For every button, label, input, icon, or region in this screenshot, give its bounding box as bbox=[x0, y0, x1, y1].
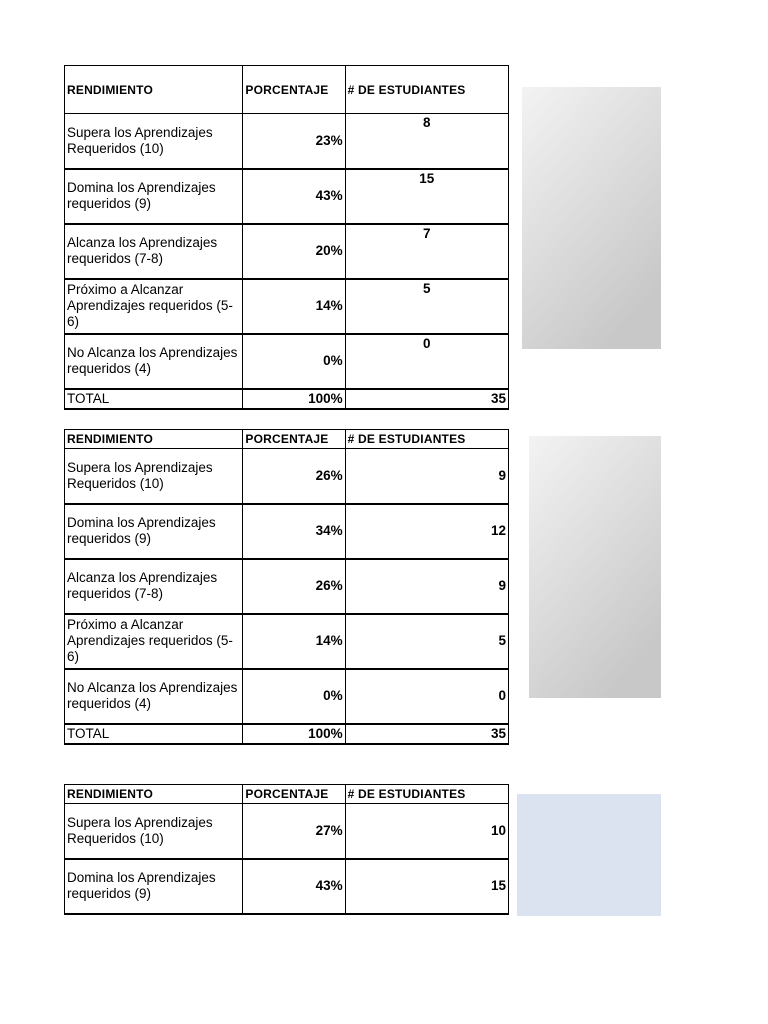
row-count: 0 bbox=[345, 669, 508, 724]
row-percent: 26% bbox=[243, 559, 345, 614]
performance-table-3 bbox=[64, 784, 509, 915]
row-percent: 27% bbox=[243, 804, 345, 859]
chart-background bbox=[529, 436, 661, 698]
row-label: No Alcanza los Aprendizajes requeridos (4) bbox=[65, 334, 243, 389]
row-label: Supera los Aprendizajes Requeridos (10) bbox=[65, 804, 243, 859]
row-count: 10 bbox=[345, 804, 508, 859]
row-count: 9 bbox=[345, 559, 508, 614]
header-estudiantes: # DE ESTUDIANTES bbox=[345, 785, 508, 804]
row-percent: 23% bbox=[243, 114, 345, 169]
row-label: Supera los Aprendizajes Requeridos (10) bbox=[65, 114, 243, 169]
header-porcentaje: PORCENTAJE bbox=[243, 785, 345, 804]
row-percent: 0% bbox=[243, 334, 345, 389]
row-count: 5 bbox=[345, 614, 508, 669]
chart-background bbox=[522, 87, 661, 349]
total-label: TOTAL bbox=[65, 724, 243, 744]
performance-table-1 bbox=[64, 65, 509, 410]
row-label: Domina los Aprendizajes requeridos (9) bbox=[65, 504, 243, 559]
row-count: 9 bbox=[345, 449, 508, 504]
header-porcentaje: PORCENTAJE bbox=[243, 66, 345, 114]
row-count: 7 bbox=[345, 224, 508, 279]
row-count: 12 bbox=[345, 504, 508, 559]
row-count: 8 bbox=[345, 114, 508, 169]
row-label: Alcanza los Aprendizajes requeridos (7-8) bbox=[65, 224, 243, 279]
header-rendimiento: RENDIMIENTO bbox=[65, 430, 243, 449]
row-count: 0 bbox=[345, 334, 508, 389]
total-percent: 100% bbox=[243, 724, 345, 744]
row-label: Próximo a Alcanzar Aprendizajes requeridos (5-6) bbox=[65, 614, 243, 669]
row-label: No Alcanza los Aprendizajes requeridos (4) bbox=[65, 669, 243, 724]
pie-chart-1 bbox=[522, 87, 661, 349]
row-percent: 34% bbox=[243, 504, 345, 559]
pie-chart-2-svg bbox=[529, 436, 661, 698]
row-label: Alcanza los Aprendizajes requeridos (7-8) bbox=[65, 559, 243, 614]
total-count: 35 bbox=[345, 389, 508, 409]
pie-chart-3-svg bbox=[517, 794, 661, 916]
row-percent: 43% bbox=[243, 859, 345, 914]
row-percent: 14% bbox=[243, 614, 345, 669]
row-percent: 43% bbox=[243, 169, 345, 224]
row-label: Supera los Aprendizajes Requeridos (10) bbox=[65, 449, 243, 504]
row-label: Domina los Aprendizajes requeridos (9) bbox=[65, 169, 243, 224]
header-estudiantes: # DE ESTUDIANTES bbox=[345, 66, 508, 114]
header-rendimiento: RENDIMIENTO bbox=[65, 66, 243, 114]
pie-chart-3 bbox=[517, 794, 661, 916]
row-percent: 26% bbox=[243, 449, 345, 504]
performance-table-2 bbox=[64, 429, 509, 745]
row-label: Domina los Aprendizajes requeridos (9) bbox=[65, 859, 243, 914]
total-label: TOTAL bbox=[65, 389, 243, 409]
pie-chart-1-svg bbox=[522, 87, 661, 349]
row-count: 5 bbox=[345, 279, 508, 334]
row-count: 15 bbox=[345, 859, 508, 914]
header-rendimiento: RENDIMIENTO bbox=[65, 785, 243, 804]
total-count: 35 bbox=[345, 724, 508, 744]
row-label: Próximo a Alcanzar Aprendizajes requeridos (5-6) bbox=[65, 279, 243, 334]
row-percent: 0% bbox=[243, 669, 345, 724]
row-percent: 14% bbox=[243, 279, 345, 334]
header-estudiantes: # DE ESTUDIANTES bbox=[345, 430, 508, 449]
pie-chart-2 bbox=[529, 436, 661, 698]
chart-background bbox=[517, 794, 661, 916]
row-percent: 20% bbox=[243, 224, 345, 279]
total-percent: 100% bbox=[243, 389, 345, 409]
header-porcentaje: PORCENTAJE bbox=[243, 430, 345, 449]
row-count: 15 bbox=[345, 169, 508, 224]
